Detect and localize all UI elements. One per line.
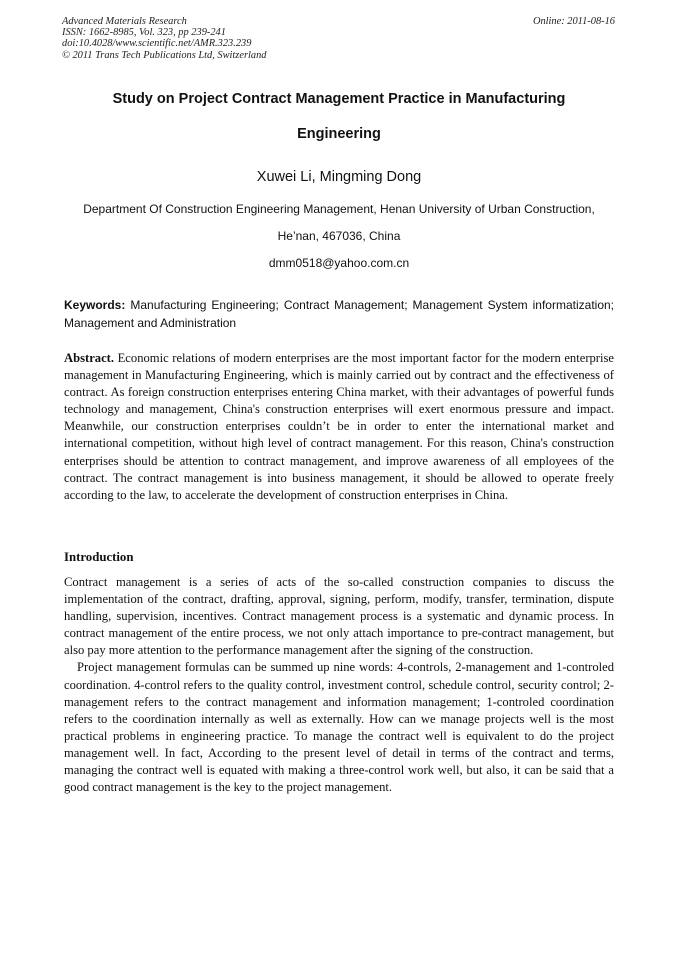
authors: Xuwei Li, Mingming Dong (256, 169, 422, 185)
journal-header (62, 16, 615, 61)
abstract-block (64, 350, 614, 504)
doi-line: doi:10.4028/www.scientific.net/AMR.323.239 (62, 38, 252, 50)
abstract-text: Economic relations of modern enterprises are the most important factor for the modern enterprise management in Manufacturing Engineering, which is mainly carried out by contract and the effectiveness of contract. As foreign construction enterprises entering China market, with their advantages of powerful funds technology and management, China's construction enterprises will exert enormous pressure and impact. Meanwhile, our construction enterprises couldn’t be in order to enter the international market and international competition, without high level of contract management. For this reason, China's construction enterprises should be attention to contract management, and improve awareness of all employees of the contract. The contract management is into business management, it should be allowed to operate freely according to the law, to accelerate the development of construction enterprises in China. (64, 351, 614, 502)
affiliation-line-2: He’nan, 467036, China (277, 229, 401, 243)
introduction-paragraph-1: Contract management is a series of acts of the so-called construction companies to discuss the implementation of the contract, drafting, approval, signing, perform, modify, transfer, termination, dispute handling, supervision, incentives. Contract management process is a systematic and dynamic process. In contract management of the entire process, we not only attach importance to pre-contract management, but also pay more attention to the performance management after the signing of the construction. (64, 575, 614, 658)
introduction-paragraph-2: Project management formulas can be summed up nine words: 4-controls, 2-management and 1-controled coordination. 4-control refers to the quality control, investment control, schedule control, security control; 2-management refers to the contract management and information management; 1-controled coordination refers to the coordination internally as well as externally. How can we manage projects well is the most practical problems in engineering practice. To manage the contract well is equivalent to do the project management well. In fact, According to the present level of detail in terms of the contract and terms, managing the contract well is equated with making a three-control work well, but also, it can be said that a good contract management is the key to the project management. (64, 660, 614, 795)
paper-title-line-2: Engineering (297, 126, 381, 142)
section-heading-introduction: Introduction (64, 550, 134, 564)
copyright-line: © 2011 Trans Tech Publications Ltd, Switzerland (62, 49, 267, 61)
author-email: dmm0518@yahoo.com.cn (268, 256, 410, 270)
keywords-text: Manufacturing Engineering; Contract Management; Management System informatization; Management and Administration (64, 298, 614, 330)
journal-name: Advanced Materials Research (62, 16, 187, 27)
abstract-label: Abstract. (64, 351, 115, 365)
issn-line: ISSN: 1662-8985, Vol. 323, pp 239-241 (62, 27, 226, 39)
paper-title-line-1: Study on Project Contract Management Practice in Manufacturing (112, 91, 566, 107)
keywords-block (64, 296, 614, 332)
affiliation-line-1: Department Of Construction Engineering Management, Henan University of Urban Construction, (83, 202, 595, 216)
online-date: Online: 2011-08-16 (532, 16, 615, 27)
keywords-label: Keywords: (64, 298, 126, 312)
introduction-body (64, 574, 614, 796)
